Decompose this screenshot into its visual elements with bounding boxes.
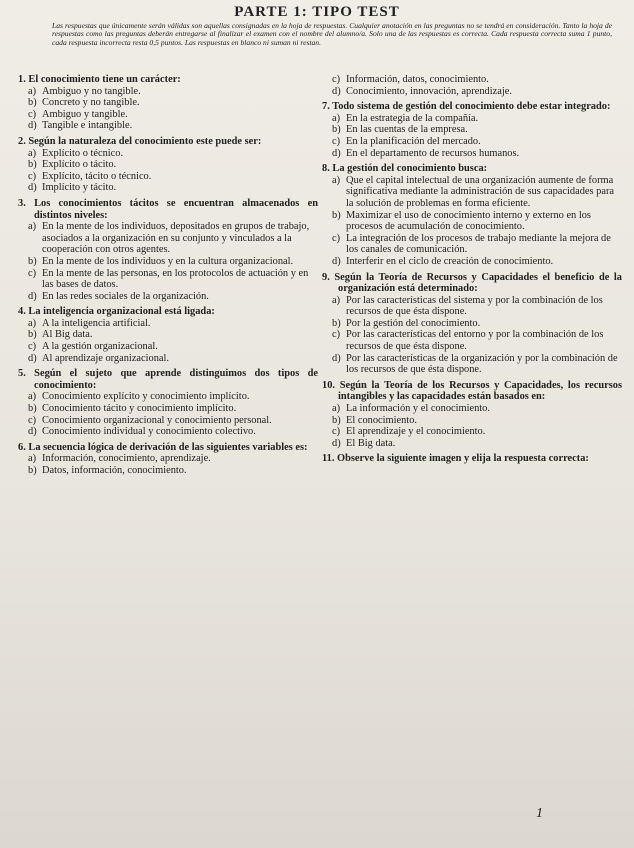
option-letter: b) — [332, 317, 341, 329]
question-text: La gestión del conocimiento busca: — [332, 163, 488, 175]
option-letter: a) — [28, 391, 37, 403]
option-letter: d) — [332, 437, 341, 449]
answer-option — [322, 438, 622, 450]
option-letter: d) — [28, 182, 37, 194]
answer-option — [18, 97, 318, 109]
instructions: Las respuestas que únicamente serán válidas son aquellas consignadas en la hoja de respuestas. Cualquier anotación en las preguntas no se tendrá en consideración. Tanto la hoja de respuestas como las preguntas deberán entregarse al finalizar el examen con el nombre del alumno/a. Solo una de las respuestas es correcta. Cada respuesta correcta suma 1 punto, cada respuesta incorrecta resta 0,5 puntos. Las respuestas en blanco ni suman ni restan. — [52, 21, 612, 47]
question-number: 8. — [322, 163, 330, 175]
answer-option — [322, 318, 622, 330]
answer-option — [322, 329, 622, 352]
option-letter: b) — [28, 465, 37, 476]
option-letter: a) — [332, 174, 341, 186]
answer-option — [18, 391, 318, 403]
option-letter: a) — [28, 317, 37, 329]
option-letter: c) — [332, 74, 341, 85]
option-text: En la estrategia de la compañía. — [346, 112, 479, 124]
option-text: A la inteligencia artificial. — [42, 317, 151, 329]
answer-option — [322, 426, 622, 438]
question-stem — [18, 74, 318, 86]
question-number: 2. — [18, 135, 26, 147]
answer-option — [322, 113, 622, 125]
option-text: En las redes sociales de la organización. — [42, 290, 209, 302]
option-text: A la gestión organizacional. — [42, 341, 158, 353]
option-letter: a) — [28, 147, 37, 159]
answer-option — [322, 256, 622, 268]
option-text: Ambiguo y no tangible. — [42, 85, 141, 97]
question-number: 3. — [18, 197, 26, 209]
option-letter: d) — [28, 352, 37, 364]
answer-option — [18, 329, 318, 341]
answer-option — [18, 221, 318, 256]
question-number: 4. — [18, 306, 26, 318]
question-stem — [18, 198, 318, 221]
answer-option — [18, 86, 318, 98]
question-stem — [322, 101, 622, 113]
option-letter: b) — [332, 124, 341, 136]
answer-option — [18, 341, 318, 353]
answer-option — [322, 74, 622, 86]
option-letter: c) — [332, 232, 341, 244]
option-text: Que el capital intelectual de una organización aumente de forma significativa mediante la administración de sus capacidades para la solución de problemas en forma eficiente. — [346, 174, 615, 209]
question-text: El conocimiento tiene un carácter: — [28, 74, 181, 85]
option-letter: d) — [332, 85, 341, 97]
question-text: Según la naturaleza del conocimiento este puede ser: — [28, 135, 262, 147]
left-column — [18, 74, 318, 481]
question-text: Los conocimientos tácitos se encuentran almacenados en distintos niveles: — [34, 197, 318, 221]
option-letter: a) — [28, 453, 37, 465]
option-letter: b) — [28, 159, 37, 171]
option-text: Información, datos, conocimiento. — [346, 74, 489, 85]
answer-option — [18, 318, 318, 330]
answer-option — [18, 109, 318, 121]
option-text: Explícito, tácito o técnico. — [42, 170, 152, 182]
answer-option — [18, 465, 318, 477]
question-text: La inteligencia organizacional está ligada: — [28, 306, 215, 318]
answer-option — [18, 171, 318, 183]
option-letter: c) — [332, 426, 341, 438]
answer-option — [322, 124, 622, 136]
answer-option — [322, 295, 622, 318]
option-text: Por la gestión del conocimiento. — [346, 317, 481, 329]
option-letter: a) — [332, 403, 341, 415]
option-letter: b) — [332, 414, 341, 426]
option-letter: c) — [332, 329, 341, 341]
question — [18, 136, 318, 194]
option-letter: b) — [28, 97, 37, 109]
answer-option — [18, 291, 318, 303]
answer-option — [322, 210, 622, 233]
question-stem — [18, 306, 318, 318]
question — [322, 453, 622, 465]
option-letter: b) — [28, 329, 37, 341]
question-number: 10. — [322, 379, 335, 391]
option-text: Por las características de la organización y por la combinación de los recursos de que ésta dispone. — [346, 352, 618, 376]
option-text: En la mente de los individuos y en la cultura organizacional. — [42, 255, 294, 267]
option-letter: c) — [28, 341, 37, 353]
option-letter: c) — [28, 414, 37, 426]
option-text: En la planificación del mercado. — [346, 135, 481, 147]
answer-option — [18, 148, 318, 160]
option-text: Datos, información, conocimiento. — [42, 465, 187, 476]
right-column — [322, 74, 622, 469]
option-text: Al aprendizaje organizacional. — [42, 352, 170, 364]
option-letter: d) — [28, 290, 37, 302]
option-text: Por las características del sistema y por la combinación de los recursos de que ésta dispone. — [346, 294, 603, 318]
option-letter: d) — [332, 352, 341, 364]
option-text: En las cuentas de la empresa. — [346, 124, 468, 136]
question — [18, 442, 318, 477]
option-text: Por las características del entorno y por la combinación de los recursos de que ésta dispone. — [346, 329, 604, 353]
question — [322, 101, 622, 159]
option-text: Al Big data. — [42, 329, 93, 341]
option-letter: b) — [332, 209, 341, 221]
question-stem — [322, 453, 622, 465]
option-text: En el departamento de recursos humanos. — [346, 147, 520, 159]
option-text: El conocimiento. — [346, 414, 417, 426]
option-letter: b) — [28, 403, 37, 415]
question-stem — [322, 380, 622, 403]
option-letter: c) — [28, 170, 37, 182]
option-text: Información, conocimiento, aprendizaje. — [42, 453, 211, 465]
question-number: 1. — [18, 74, 26, 85]
question — [18, 368, 318, 438]
question-text: Según la Teoría de Recursos y Capacidades el beneficio de la organización está determinado: — [334, 271, 622, 295]
option-letter: c) — [28, 267, 37, 279]
answer-option — [18, 426, 318, 438]
option-text: La información y el conocimiento. — [346, 403, 490, 415]
option-text: En la mente de las personas, en los protocolos de actuación y en las bases de datos. — [42, 267, 309, 291]
option-text: Interferir en el ciclo de creación de conocimiento. — [346, 255, 554, 267]
option-text: Implícito y tácito. — [42, 182, 117, 194]
question — [322, 272, 622, 376]
answer-option — [18, 353, 318, 365]
option-text: Conocimiento explícito y conocimiento implícito. — [42, 391, 250, 403]
answer-option — [18, 256, 318, 268]
answer-option — [18, 159, 318, 171]
option-letter: d) — [332, 147, 341, 159]
answer-option — [322, 353, 622, 376]
answer-option — [18, 182, 318, 194]
question-stem — [322, 272, 622, 295]
option-text: Concreto y no tangible. — [42, 97, 140, 109]
question-text: Observe la siguiente imagen y elija la respuesta correcta: — [337, 453, 589, 465]
question — [18, 306, 318, 364]
answer-option — [18, 120, 318, 132]
answer-option — [322, 148, 622, 160]
question-number: 9. — [322, 271, 330, 283]
question-number: 5. — [18, 368, 26, 380]
option-text: La integración de los procesos de trabajo mediante la mejora de los canales de comunicación. — [346, 232, 611, 256]
page-title: PARTE 1: TIPO TEST — [234, 4, 400, 20]
option-text: El Big data. — [346, 437, 396, 449]
option-text: El aprendizaje y el conocimiento. — [346, 426, 486, 438]
question — [322, 163, 622, 267]
question-text: Según la Teoría de los Recursos y Capacidades, los recursos intangibles y las capacidades están basados en: — [338, 379, 622, 403]
option-letter: a) — [28, 221, 37, 233]
question-number: 11. — [322, 453, 335, 465]
page-number: 1 — [536, 806, 543, 821]
option-text: Conocimiento tácito y conocimiento implícito. — [42, 403, 237, 415]
option-text: Conocimiento, innovación, aprendizaje. — [346, 85, 512, 97]
option-text: Conocimiento organizacional y conocimiento personal. — [42, 414, 272, 426]
option-text: En la mente de los individuos, depositados en grupos de trabajo, asociados a la organización en su conjunto y vinculados a la cooperación con otros agentes. — [42, 221, 310, 256]
option-letter: a) — [28, 85, 37, 97]
answer-option — [18, 453, 318, 465]
option-text: Tangible e intangible. — [42, 120, 133, 132]
option-text: Maximizar el uso de conocimiento interno y externo en los procesos de acumulación de conocimiento. — [346, 209, 591, 233]
answer-option — [322, 233, 622, 256]
question — [18, 198, 318, 302]
option-letter: c) — [332, 135, 341, 147]
option-text: Conocimiento individual y conocimiento colectivo. — [42, 426, 256, 438]
option-letter: a) — [332, 112, 341, 124]
option-letter: b) — [28, 255, 37, 267]
question-text: Todo sistema de gestión del conocimiento debe estar integrado: — [332, 101, 611, 113]
option-text: Ambiguo y tangible. — [42, 108, 128, 120]
question — [18, 74, 318, 132]
answer-option — [322, 403, 622, 415]
option-letter: d) — [28, 426, 37, 438]
answer-option — [322, 175, 622, 210]
option-text: Explícito o tácito. — [42, 159, 117, 171]
option-letter: c) — [28, 108, 37, 120]
answer-option — [18, 415, 318, 427]
question-number: 6. — [18, 441, 26, 453]
question-text: Según el sujeto que aprende distinguimos dos tipos de conocimiento: — [34, 368, 318, 391]
answer-option — [322, 86, 622, 98]
question-stem — [18, 136, 318, 148]
option-letter: d) — [332, 255, 341, 267]
answer-option — [18, 268, 318, 291]
answer-option — [18, 403, 318, 415]
question — [322, 74, 622, 97]
question-text: La secuencia lógica de derivación de las siguientes variables es: — [28, 441, 308, 453]
question-number: 7. — [322, 101, 330, 113]
option-letter: d) — [28, 120, 37, 132]
answer-option — [322, 415, 622, 427]
option-text: Explícito o técnico. — [42, 147, 124, 159]
question-stem — [322, 163, 622, 175]
answer-option — [322, 136, 622, 148]
question-stem — [18, 368, 318, 391]
question-stem — [18, 442, 318, 454]
option-letter: a) — [332, 294, 341, 306]
question — [322, 380, 622, 450]
